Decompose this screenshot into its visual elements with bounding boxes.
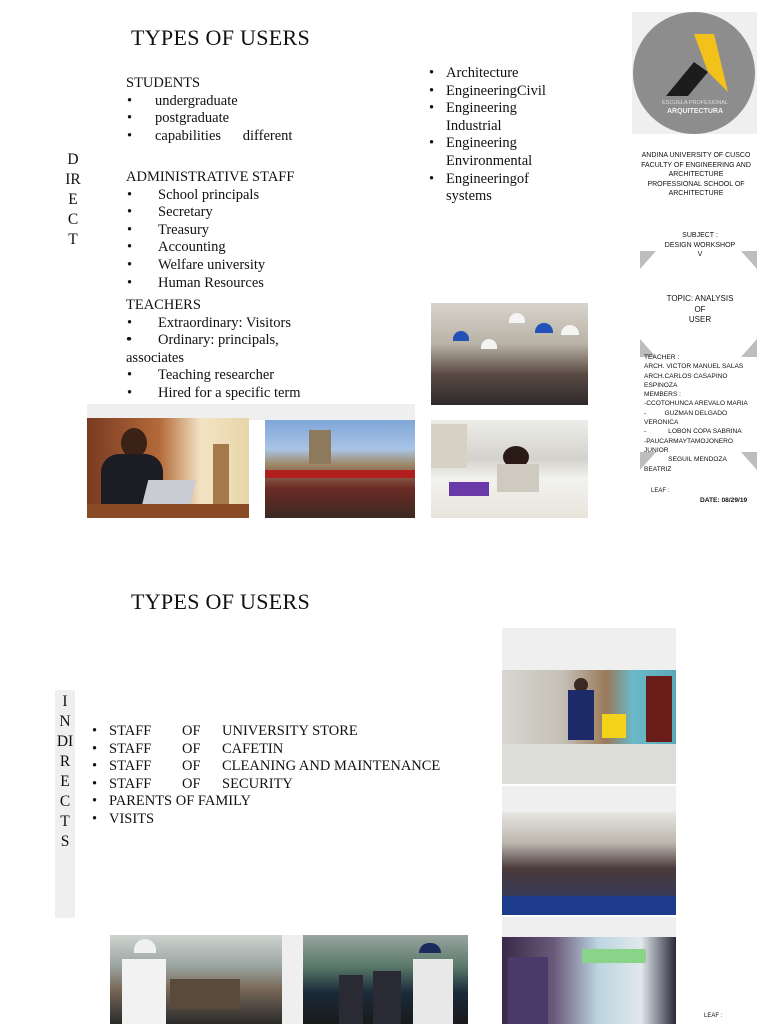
side-letter: S	[60, 833, 70, 850]
list-item: • postgraduate	[126, 110, 336, 128]
store-sign	[582, 949, 646, 963]
faculty-name: FACULTY OF ENGINEERING AND ARCHITECTURE	[641, 161, 751, 178]
audience-seats	[502, 896, 676, 915]
helmet	[509, 313, 525, 323]
guard-body	[413, 959, 453, 1024]
list-item-text: Ordinary: principals, associates	[126, 332, 279, 366]
info-university	[639, 151, 753, 199]
list-item: • Hired for a specific term	[126, 385, 321, 403]
photo-strip	[502, 628, 676, 670]
list-item: • EngineeringCivil	[428, 83, 578, 101]
school-name: PROFESSIONAL SCHOOL OF ARCHITECTURE	[647, 180, 745, 197]
photo-strip	[502, 786, 676, 812]
side-letter: E	[60, 773, 70, 790]
member-name: - GUZMAN DELGADO	[644, 409, 728, 417]
careers-list	[428, 65, 578, 206]
list-item: • School principals	[126, 187, 346, 205]
photo-students-drawing	[431, 420, 588, 518]
side-letter: N	[59, 713, 71, 730]
list-item: • Accounting	[126, 239, 346, 257]
teacher-name: ARCH. VICTOR MANUEL SALAS	[644, 363, 744, 371]
item-col-b: OF	[182, 775, 201, 792]
list-item: • Human Resources	[126, 275, 346, 293]
chef-body	[122, 959, 166, 1024]
admin-heading: ADMINISTRATIVE STAFF	[126, 169, 295, 185]
list-item: • Extraordinary: Visitors	[126, 315, 321, 333]
logo-text-1: ESCUELA PROFESIONAL	[661, 100, 729, 106]
info-topic	[639, 294, 761, 326]
guard-cap	[419, 943, 441, 953]
list-item: • PARENTS OF FAMILY	[91, 793, 471, 811]
chef-cap	[134, 939, 156, 953]
corner-decoration	[741, 251, 757, 269]
item-col-c: UNIVERSITY STORE	[222, 723, 358, 739]
list-item: • Treasury	[126, 222, 346, 240]
side-letter: IR	[65, 171, 81, 188]
list-item: • Engineering Industrial	[428, 100, 526, 135]
mop-bucket	[602, 714, 626, 738]
teacher-name: ARCH.CARLOS CASAPINO	[644, 372, 728, 380]
item-col-c: CAFETIN	[222, 740, 284, 757]
list-item: • undergraduate	[126, 93, 336, 111]
date-label: DATE: 08/29/19	[700, 497, 748, 504]
item-col-c: CLEANING AND MAINTENANCE	[222, 758, 441, 775]
photo-university-store	[502, 937, 676, 1024]
university-name: ANDINA UNIVERSITY OF CUSCO	[641, 152, 751, 159]
helmet	[481, 339, 497, 349]
list-item	[91, 741, 471, 759]
topic-of: OF	[694, 304, 706, 314]
teacher-name: ESPINOZA	[644, 381, 678, 389]
corner-decoration	[741, 452, 757, 470]
side-letter: C	[59, 793, 71, 810]
student-left	[431, 424, 467, 468]
list-item	[91, 723, 471, 741]
list-item: • VISITS	[91, 811, 471, 829]
members-label: MEMBERS :	[644, 391, 682, 399]
leaf-label: LEAF :	[651, 488, 670, 494]
item-col-b: OF	[182, 740, 201, 757]
list-item: • Teaching researcher	[126, 367, 321, 385]
student-body	[497, 464, 539, 492]
member-name: VERONICA	[644, 419, 679, 427]
pencil-case	[449, 482, 489, 496]
topic-label: TOPIC: ANALYSIS	[666, 294, 734, 303]
students-heading: STUDENTS	[126, 75, 201, 91]
slide2-title: TYPES OF USERS	[131, 589, 311, 614]
store-shelf	[508, 957, 548, 1024]
member-name: BEATRIZ	[644, 465, 672, 473]
slide1-side-label	[61, 150, 85, 250]
list-item: • Welfare university	[126, 257, 346, 275]
member-name: - SEGUIL MENDOZA	[644, 456, 727, 464]
slide2-side-label	[55, 690, 75, 918]
member-name: -PAUCARMAYTAMOJONERO	[644, 437, 734, 445]
cleaner-body	[568, 690, 594, 740]
floor	[502, 744, 676, 784]
slide1-title: TYPES OF USERS	[131, 25, 311, 50]
students-list	[126, 75, 336, 145]
banner	[265, 470, 415, 478]
pagoda	[213, 444, 229, 504]
teachers-list	[126, 297, 321, 403]
cathedral-tower	[309, 430, 331, 464]
side-letter: D	[67, 151, 79, 168]
item-col-c: SECURITY	[222, 775, 293, 792]
item-col-a: • STAFF	[109, 758, 152, 775]
item-col-a: • STAFF	[109, 723, 152, 739]
side-letter: I	[62, 693, 68, 710]
photo-cafetin-staff	[110, 935, 282, 1024]
photo-group-plaza	[265, 420, 415, 518]
side-letter: DI	[56, 733, 74, 750]
item-col-b: OF	[182, 723, 201, 739]
corner-decoration	[640, 452, 656, 470]
helmet	[561, 325, 579, 335]
side-letter: T	[68, 231, 78, 248]
guard-body	[373, 971, 401, 1024]
guard-body	[339, 975, 363, 1024]
side-letter: C	[67, 211, 79, 228]
laptop	[142, 480, 196, 506]
list-item: • Secretary	[126, 204, 346, 222]
subject-label: SUBJECT :	[682, 232, 718, 239]
list-item: • Architecture	[428, 65, 578, 83]
side-letter: T	[60, 813, 70, 830]
leaf-label: LEAF :	[704, 1013, 723, 1019]
photo-visitors-audience	[502, 812, 676, 915]
list-item	[91, 776, 471, 794]
item-col-a: • STAFF	[109, 775, 152, 792]
side-letter: R	[59, 753, 71, 770]
list-item: • • Ordinary: principals, associates	[126, 332, 321, 367]
logo-text-2: ARQUITECTURA	[667, 108, 723, 115]
item-col-a: • STAFF	[109, 740, 152, 757]
list-item: • Engineering Environmental	[428, 135, 546, 170]
side-letter: E	[68, 191, 78, 208]
food-counter	[170, 979, 240, 1009]
member-name: JUNIOR	[644, 446, 669, 454]
admin-list	[126, 169, 346, 292]
list-item: • capabilities different	[126, 128, 336, 146]
photo-strip	[502, 917, 676, 937]
teachers-heading: TEACHERS	[126, 297, 201, 313]
indirect-users-list	[91, 723, 471, 829]
topic-user: USER	[688, 315, 712, 324]
member-name: - LOBON COPA SABRINA	[644, 428, 742, 436]
photo-students-helmets	[431, 303, 588, 405]
photo-security-staff	[303, 935, 468, 1024]
desk	[87, 504, 249, 518]
helmet	[535, 323, 553, 333]
teacher-label: TEACHER :	[644, 354, 680, 361]
logo-panel	[632, 12, 757, 134]
subject-name: DESIGN WORKSHOP	[664, 241, 736, 249]
list-item	[91, 758, 471, 776]
helmet	[453, 331, 469, 341]
member-name: -CCOTOHUNCA AREVALO MARIA	[644, 400, 748, 408]
photo-cleaning-staff	[502, 670, 676, 784]
list-item: • Engineeringof systems	[428, 171, 546, 206]
door	[646, 676, 672, 742]
subject-number: V	[697, 251, 703, 258]
photo-teacher-laptop	[87, 418, 249, 518]
corner-decoration	[640, 251, 656, 269]
item-col-b: OF	[182, 758, 201, 775]
